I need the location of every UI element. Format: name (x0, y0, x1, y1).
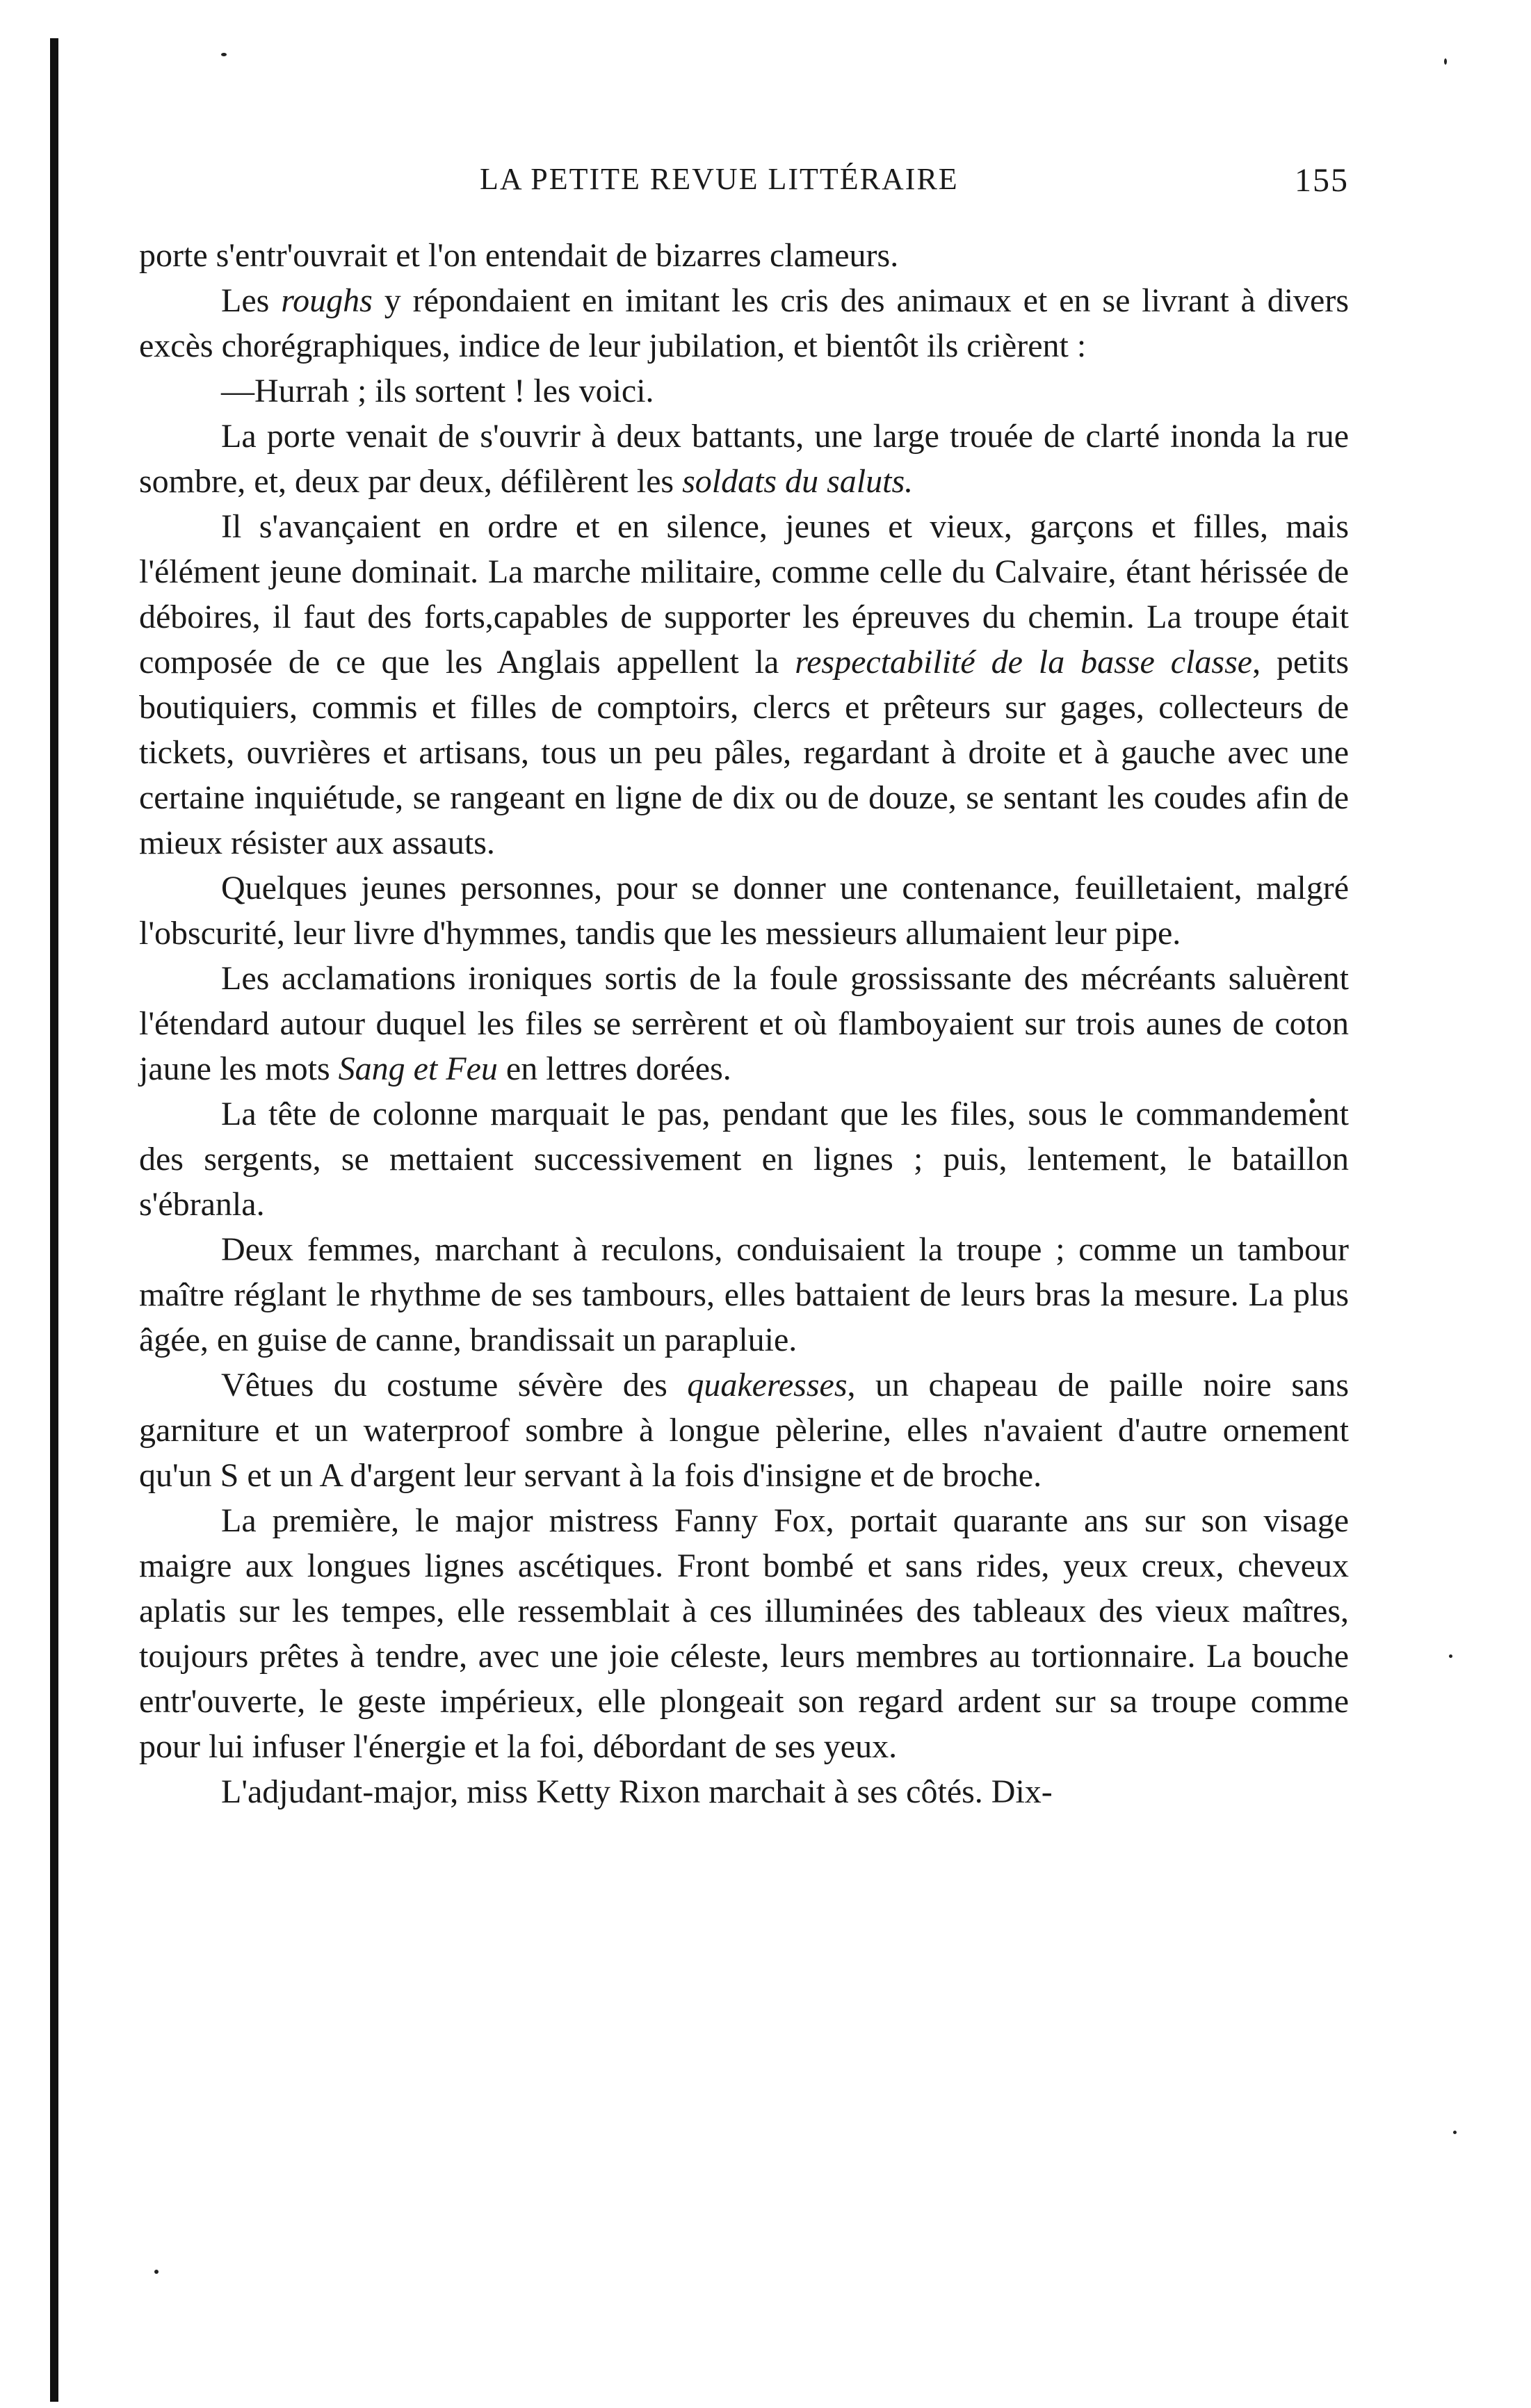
page-number: 155 (1295, 162, 1349, 199)
paragraph: La première, le major mistress Fanny Fox, portait quarante ans sur son visage maigre aux longues lignes ascétiques. Front bombé et sans rides, yeux creux, cheveux aplatis sur les tempes, elle ressemblait à ces illuminées des tableaux des vieux maîtres, toujours prêtes à tendre, avec une joie céleste, leurs membres au tortionnaire. La bouche entr'ouverte, le geste impérieux, elle plongeait son regard ardent sur sa troupe comme pour lui infuser l'énergie et la foi, débordant de ses yeux. (139, 1502, 1349, 1765)
paragraph: La porte venait de s'ouvrir à deux battants, une large trouée de clarté inonda la rue sombre, et, deux par deux, défilèrent les soldats du saluts. (139, 418, 1349, 500)
scan-speck (1449, 1654, 1452, 1658)
scan-speck (221, 53, 227, 56)
running-header (139, 161, 1349, 210)
italic-term: roughs (281, 282, 373, 319)
scan-speck (1453, 2131, 1457, 2134)
italic-term: soldats du saluts. (682, 463, 914, 500)
scan-binding-edge (50, 38, 58, 2402)
italic-term: Sang et Feu (338, 1050, 498, 1087)
scan-speck (1444, 58, 1447, 65)
journal-title: LA PETITE REVUE LITTÉRAIRE (480, 162, 959, 196)
italic-term: respectabilité de la basse classe (795, 644, 1253, 681)
paragraph: Il s'avançaient en ordre et en silence, jeunes et vieux, garçons et filles, mais l'élément jeune dominait. La marche militaire, comme celle du Calvaire, étant hérissée de déboires, il faut des forts,capables de supporter les épreuves du chemin. La troupe était composée de ce que les Anglais appellent la respectabilité de la basse classe, petits boutiquiers, commis et filles de comptoirs, clercs et prêteurs sur gages, collecteurs de tickets, ouvrières et artisans, tous un peu pâles, regardant à droite et à gauche avec une certaine inquiétude, se rangeant en ligne de dix ou de douze, se sentant les coudes afin de mieux résister aux assauts. (139, 508, 1349, 861)
italic-term: quakeresses (687, 1367, 848, 1404)
paragraph: La tête de colonne marquait le pas, pendant que les files, sous le commandement des sergents, se mettaient successivement en lignes ; puis, lentement, le bataillon s'ébranla. (139, 1096, 1349, 1223)
paragraph: porte s'entr'ouvrait et l'on entendait de bizarres clameurs. (139, 237, 899, 274)
page-text-body (139, 233, 1349, 1814)
scan-speck (154, 2270, 159, 2274)
paragraph: Les acclamations ironiques sortis de la foule grossissante des mécréants saluèrent l'étendard autour duquel les files se serrèrent et où flamboyaient sur trois aunes de coton jaune les mots Sang et Feu en lettres dorées. (139, 960, 1349, 1087)
paragraph: —Hurrah ; ils sortent ! les voici. (221, 373, 654, 409)
paragraph: Vêtues du costume sévère des quakeresses, un chapeau de paille noire sans garniture et un waterproof sombre à longue pèlerine, elles n'avaient d'autre ornement qu'un S et un A d'argent leur servant à la fois d'insigne et de broche. (139, 1367, 1349, 1494)
paragraph: Quelques jeunes personnes, pour se donner une contenance, feuilletaient, malgré l'obscurité, leur livre d'hymmes, tandis que les messieurs allumaient leur pipe. (139, 870, 1349, 952)
paragraph: Les roughs y répondaient en imitant les cris des animaux et en se livrant à divers excès chorégraphiques, indice de leur jubilation, et bientôt ils crièrent : (139, 282, 1349, 364)
paragraph: Deux femmes, marchant à reculons, conduisaient la troupe ; comme un tambour maître réglant le rhythme de ses tambours, elles battaient de leurs bras la mesure. La plus âgée, en guise de canne, brandissait un parapluie. (139, 1231, 1349, 1358)
paragraph: L'adjudant-major, miss Ketty Rixon marchait à ses côtés. Dix- (221, 1773, 1053, 1810)
